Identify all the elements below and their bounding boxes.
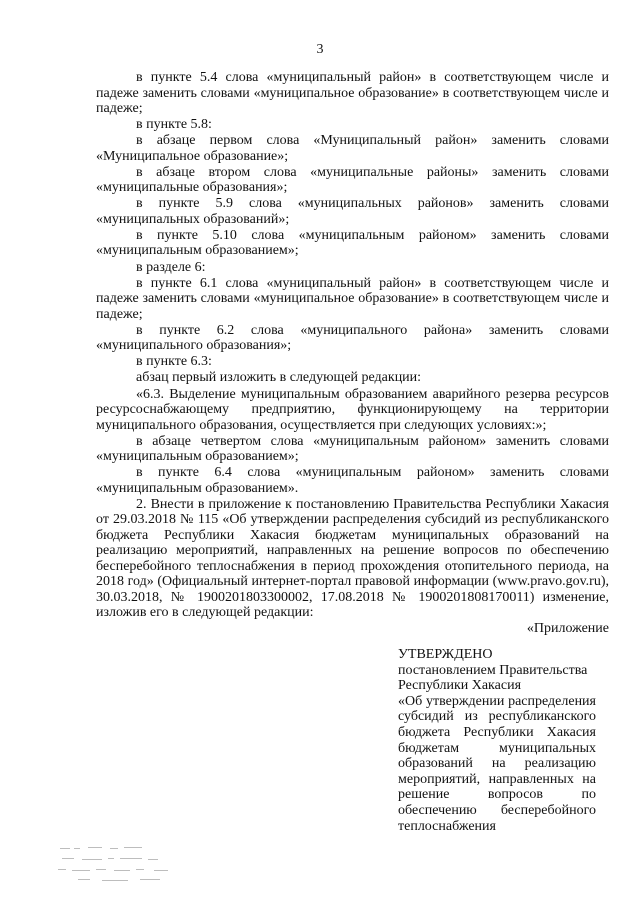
paragraph: в пункте 5.8:: [136, 117, 212, 133]
paragraph: в пункте 6.1 слова «муниципальный район» в соответствующем числе и падеже заменить словами «муниципальное образование» в соответствующем числе и падеже;: [96, 275, 609, 322]
page-number: 3: [316, 42, 324, 57]
paragraph: 2. Внести в приложение к постановлению Правительства Республики Хакасия от 29.03.2018 № 115 «Об утверждении распределения субсидий из республиканского бюджета Республики Хакасия бюджетам муниципальных образований на реализацию мероприятий, направленных на решение вопросов по обеспечению бесперебойного теплоснабжения в период прохождения отопительного периода, на 2018 год» (Официальный интернет-портал правовой информации (www.pravo.gov.ru), 30.03.2018, № 1900201803300002, 17.08.2018 № 1900201808170011) изменение, изложив его в следующей редакции:: [96, 496, 609, 621]
paragraph: в абзаце четвертом слова «муниципальным районом» заменить словами «муниципальным образованием»;: [96, 433, 609, 465]
paragraph: в абзаце первом слова «Муниципальный район» заменить словами «Муниципальное образование»;: [96, 133, 609, 164]
paragraph: в абзаце втором слова «муниципальные районы» заменить словами «муниципальные образования»;: [96, 164, 609, 196]
paragraph: «6.3. Выделение муниципальным образованием аварийного резерва ресурсов ресурсоснабжающему предприятию, функционирующему на территории муниципального образования, осуществляется при следующих условиях:»;: [96, 386, 609, 433]
approval-description: «Об утверждении распределения субсидий из республиканского бюджета Республики Хакасия бюджетам муниципальных образований на реализацию мероприятий, направленных на решение вопросов по обеспечению бесперебойного теплоснабжения: [398, 693, 596, 834]
paragraph: абзац первый изложить в следующей редакции:: [136, 370, 422, 386]
paragraph: в пункте 6.4 слова «муниципальным районом» заменить словами «муниципальным образованием».: [96, 465, 609, 496]
paragraph: в пункте 6.2 слова «муниципального района» заменить словами «муниципального образования»;: [96, 322, 609, 354]
approval-block: [398, 647, 596, 834]
approval-heading: УТВЕРЖДЕНО: [398, 647, 493, 662]
paragraph: в пункте 5.9 слова «муниципальных районов» заменить словами «муниципальных образований»;: [96, 196, 609, 227]
document-body: [96, 70, 609, 638]
paragraph: в пункте 6.3:: [136, 354, 212, 370]
annex-label: «Приложение: [526, 621, 609, 637]
paragraph: в разделе 6:: [136, 259, 206, 275]
approval-line: Республики Хакасия: [398, 678, 522, 694]
approval-line: постановлением Правительства: [398, 662, 588, 678]
paragraph: в пункте 5.10 слова «муниципальным районом» заменить словами «муниципальным образованием»;: [96, 227, 609, 259]
scan-artifact: [58, 842, 172, 884]
paragraph: в пункте 5.4 слова «муниципальный район» в соответствующем числе и падеже заменить словами «муниципальное образование» в соответствующем числе и падеже;: [96, 70, 609, 116]
